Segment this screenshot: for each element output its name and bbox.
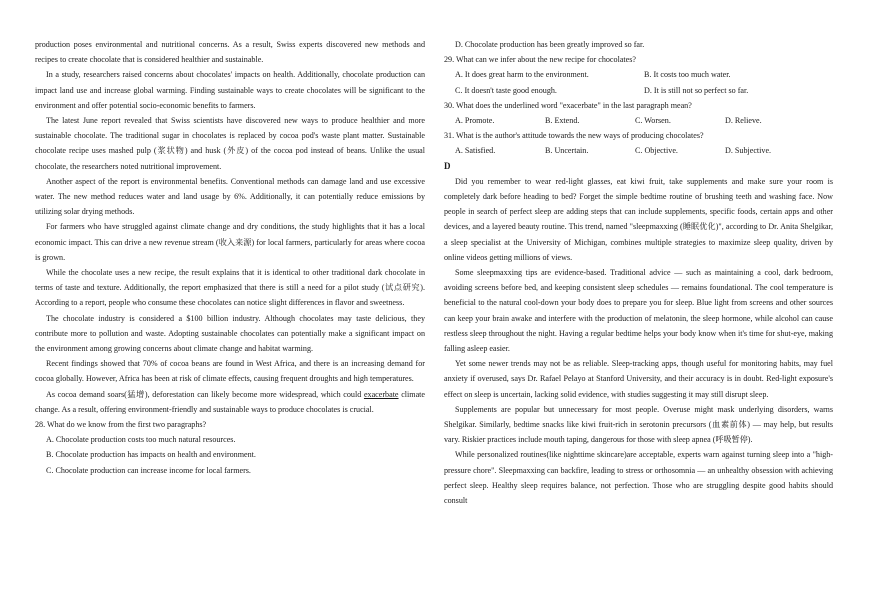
passage-paragraph: The chocolate industry is considered a $100 billion industry. Although chocolates may taste delicious, they contribute more to pollution and waste. Adopting sustainable chocolates can potentially make a significant impact on the environment among growing concerns about climate change and habitat warming. <box>35 313 425 354</box>
option-c: C. Worsen. <box>635 116 671 126</box>
passage-paragraph: Yet some newer trends may not be as reliable. Sleep-tracking apps, though useful for monitoring habits, may fuel anxiety if overused, says Dr. Rafael Pelayo at Stanford University, and their accuracy is in doubt. Red-light exposure's effect on sleep is uncertain, lacking solid evidence, with studies suggesting it may still disrupt sleep. <box>444 359 833 399</box>
paragraph-text: As cocoa demand soars(猛增), deforestation can likely become more widespread, which could <box>46 389 364 399</box>
option-c: C. Objective. <box>635 146 678 156</box>
passage-paragraph: Another aspect of the report is environmental benefits. Conventional methods can damage land and use excessive water. The new method reduces water and land usage by 6%. Additionally, it can potentially reduce emissions by utilizing solar drying methods. <box>35 176 425 217</box>
option-d: D. Relieve. <box>725 116 762 126</box>
paragraph-text: climate change. As a result, offering environment-friendly and sustainable ways to produce chocolates is crucial. <box>35 389 425 414</box>
option-d: D. It is still not so perfect so far. <box>644 85 749 95</box>
passage-paragraph: While the chocolate uses a new recipe, the result explains that it is identical to other traditional dark chocolate in terms of taste and texture. Additionally, the report emphasized that there is still a need for a pilot study (试点研究). According to a report, people who consume these chocolates can notice slight differences in flavor and sweetness. <box>35 268 425 308</box>
options-row <box>444 143 833 158</box>
passage-paragraph: The latest June report revealed that Swiss scientists have discovered new ways to produce healthier and more sustainable chocolate. The traditional sugar in chocolates is replaced by cocoa pod's waste plant matter. Sustainable chocolate recipe uses mashed pulp (浆状物) and husk (外皮) of the cocoa pod instead of beans. Unlike the usual chocolate, the researchers noted nutritional improvement. <box>35 116 425 171</box>
right-column <box>444 37 833 508</box>
underlined-word: exacerbate <box>363 389 399 399</box>
option-d: D. Chocolate production has been greatly improved so far. <box>455 40 645 49</box>
passage-paragraph: Some sleepmaxxing tips are evidence-based. Traditional advice — such as maintaining a cool, dark bedroom, avoiding screens before bed, and keeping consistent sleep schedules — remains foundational. The cool temperature is beneficial to the natural cool-down your body does to prepare you for sleep. Blue light from screens and other sources can keep your brain awake and interfere with the production of melatonin, the sleep hormone, while alcohol can cause restless sleep throughout the night. Having a regular bedtime helps your body know when it's time for shut-eye, making falling asleep easier. <box>444 268 833 354</box>
options-row <box>444 67 833 82</box>
option-b: B. Uncertain. <box>545 146 589 156</box>
section-heading: D <box>444 160 451 171</box>
left-column <box>35 37 425 478</box>
question-28: 28. What do we know from the first two paragraphs? <box>35 420 207 430</box>
passage-paragraph: Recent findings showed that 70% of cocoa beans are found in West Africa, and there is an increasing demand for cocoa globally. However, Africa has been at risk of climate effects, causing frequent droughts and high temperatures. <box>35 359 425 384</box>
passage-paragraph: While personalized routines(like nighttime skincare)are acceptable, experts warn against turning sleep into a "high-pressure chore". Sleepmaxxing can backfire, leading to stress or orthosomnia — an unhealthy obsession with achieving perfect sleep. Healthy sleep requires balance, not perfection. Those who are struggling despite good habits should consult <box>444 450 833 506</box>
option-b: B. It costs too much water. <box>644 70 731 80</box>
question-30: 30. What does the underlined word "exacerbate" in the last paragraph mean? <box>444 100 692 110</box>
option-a: A. Satisfied. <box>455 146 496 156</box>
options-row <box>444 113 833 128</box>
passage-paragraph: Did you remember to wear red-light glasses, eat kiwi fruit, take supplements and make sure your room is completely dark before heading to bed? Forget the simple bedtime routine of brushing teeth and washing face. Now people in search of perfect sleep are adding steps that can include supplements, specific foods, certain apps and other devices, and a layered beauty routine. This trend, named "sleepmaxxing (睡眠优化)", according to Dr. Anita Shelgikar, a sleep specialist at the University of Michigan, combines multiple strategies to maximize sleep quality, driven by online videos getting millions of views. <box>444 176 833 262</box>
option-a: A. Chocolate production costs too much natural resources. <box>46 435 236 445</box>
option-b: B. Extend. <box>545 116 580 126</box>
options-row <box>444 83 833 98</box>
option-c: C. Chocolate production can increase income for local farmers. <box>46 465 251 475</box>
option-a: A. Promote. <box>455 116 495 126</box>
question-29: 29. What can we infer about the new recipe for chocolates? <box>444 55 636 65</box>
option-b: B. Chocolate production has impacts on health and environment. <box>46 450 256 460</box>
option-c: C. It doesn't taste good enough. <box>455 85 557 95</box>
passage-paragraph-last <box>35 387 425 417</box>
question-31: 31. What is the author's attitude towards the new ways of producing chocolates? <box>444 131 704 141</box>
passage-paragraph: For farmers who have struggled against climate change and dry conditions, the study highlights that it has a local economic impact. This can drive a new revenue stream (收入来源) for local farmers, particularly for areas where cocoa is grown. <box>35 222 425 262</box>
option-a: A. It does great harm to the environment. <box>455 70 589 80</box>
passage-paragraph: production poses environmental and nutritional concerns. As a result, Swiss experts discovered new methods and recipes to create chocolate that is considered healthier and sustainable. <box>35 40 425 65</box>
option-d: D. Subjective. <box>725 146 772 156</box>
passage-paragraph: In a study, researchers raised concerns about chocolates' impacts on health. Additionally, chocolate production can impact land use and increase global warming. Finding sustainable ways to create chocolates will be significant to the environment and offer potential socio-economic benefits to farmers. <box>35 70 425 110</box>
passage-paragraph: Supplements are popular but unnecessary for most people. Overuse might mask underlying disorders, warns Shelgikar. Similarly, bedtime snacks like kiwi fruit-rich in serotonin precursors (血素前体) — may help, but results vary. Riskier practices include mouth taping, dangerous for those with sleep apnea (呼吸暂停). <box>444 404 833 445</box>
